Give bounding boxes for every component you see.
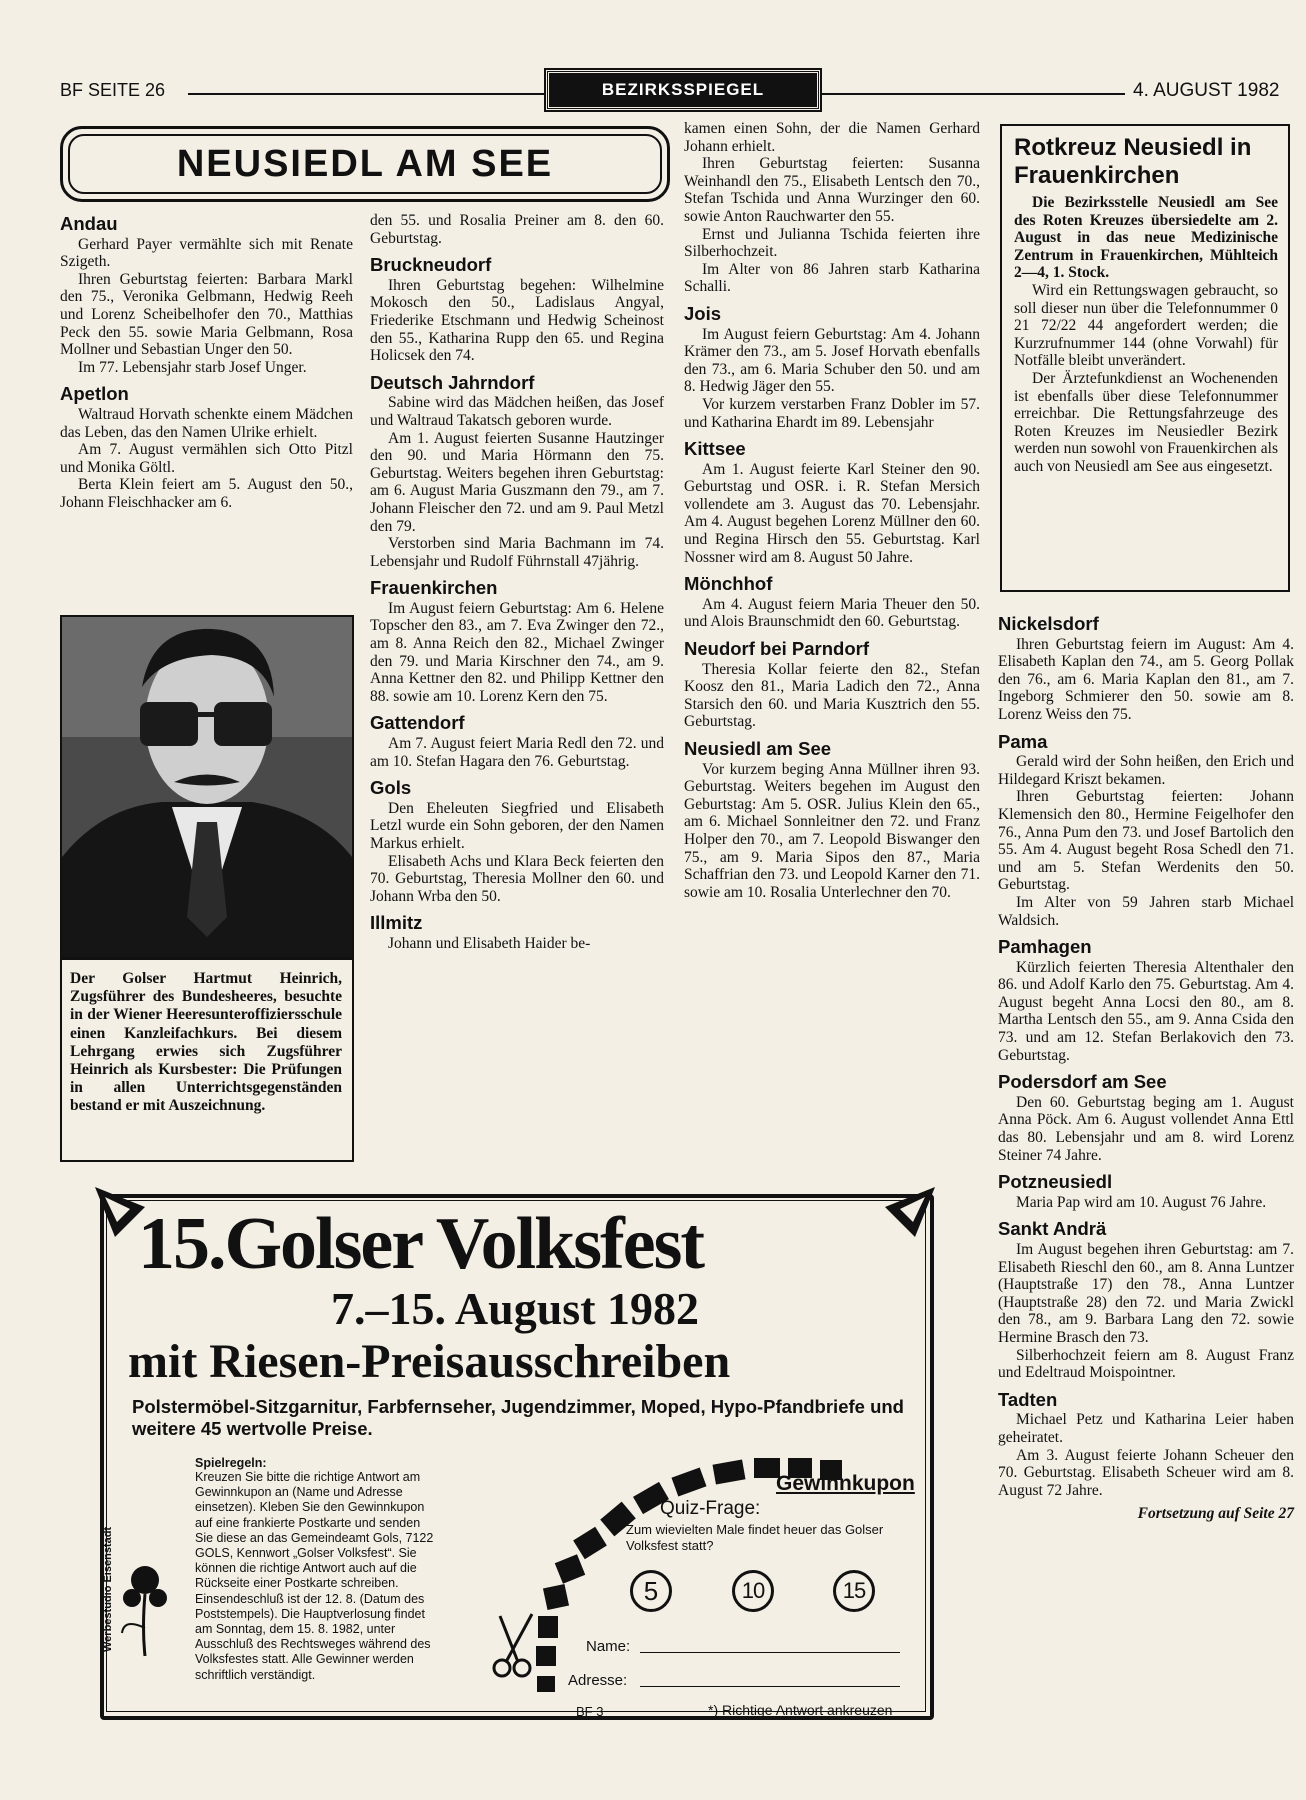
name-field[interactable] — [640, 1652, 900, 1653]
corner-ornament-icon — [880, 1182, 940, 1242]
rules-heading: Spielregeln: — [195, 1456, 267, 1470]
rules-text: Kreuzen Sie bitte die richtige Antwort am Gewinnkupon an (Name und Adresse einsetzen). Kleben Sie den Gewinnkupon auf eine frankierte Postkarte und senden Sie diese an das Gemeindeamt Gols, 7122 GOLS, Kennwort „Golser Volksfest“. Sie können die richtige Antwort auch auf die Rückseite einer Postkarte schreiben. Einsendeschluß ist der 12. 8. (Datum des Poststempels). Die Hauptverlosung findet am Sonntag, dem 15. 8. 1982, unter Ausschluß des Rechtsweges während des Volksfestes statt. Alle Gewinner werden schriftlich verständigt. — [195, 1470, 434, 1682]
ad-subheadline: mit Riesen-Preisausschreiben — [128, 1335, 731, 1388]
portrait-image — [62, 617, 352, 957]
paragraph: Theresia Kollar feierte den 82., Stefan Koosz den 81., Maria Ladich den 72., Anna Starsich den 60. und Maria Kusztrich den 55. Geburtstag. — [684, 660, 980, 731]
paragraph: Vor kurzem verstarben Franz Dobler im 57. und Katharina Ehardt im 89. Lebensjahr — [684, 395, 980, 431]
heading-tadten: Tadten — [998, 1388, 1058, 1410]
rotkreuz-title: Rotkreuz Neusiedl in Frauenkirchen — [1014, 134, 1252, 189]
paragraph: Im August begehen ihren Geburtstag: am 7. Elisabeth Rieschl den 60., am 8. Anna Luntzer (Hauptstraße 17) den 78., Anna Luntzer (Hauptstraße 28) den 72. und Maria Zwickl den 78., am 9. Barbara Lang den 72. sowie Hermine Brasch den 73. — [998, 1241, 1294, 1346]
volksfest-ad — [90, 1182, 940, 1722]
paragraph: Den 60. Geburtstag beging am 1. August Anna Pöck. Am 6. August vollendet Anna Ettl das 80. Lebensjahr und am 8. wird Lorenz Steiner 74 Jahre. — [998, 1093, 1294, 1164]
paragraph: Waltraud Horvath schenkte einem Mädchen das Leben, das den Namen Ulrike erhielt. — [60, 405, 353, 441]
heading-neudorf: Neudorf bei Parndorf — [684, 638, 870, 660]
portrait-photo — [60, 615, 354, 959]
answer-option-15[interactable]: 15 — [833, 1570, 875, 1612]
rotkreuz-content — [1014, 134, 1278, 476]
paragraph: Den Eheleuten Siegfried und Elisabeth Letzl wurde ein Sohn geboren, der den Namen Markus erhielt. — [370, 799, 664, 852]
header-rule-left — [188, 93, 548, 95]
page-number: BF SEITE 26 — [60, 80, 166, 100]
heading-nickelsdorf: Nickelsdorf — [998, 613, 1099, 634]
adresse-label: Adresse: — [568, 1672, 628, 1689]
section-title: BEZIRKSSPIEGEL — [601, 80, 765, 99]
heading-frauenkirchen: Frauenkirchen — [370, 577, 498, 599]
heading-pamhagen: Pamhagen — [998, 936, 1092, 958]
rotkreuz-lead: Die Bezirksstelle Neusiedl am See des Roten Kreuzes übersiedelte am 2. August in das neue Medizinische Zentrum in Frauenkirchen, Mühlteich 2—4, 1. Stock. — [1014, 194, 1278, 282]
heading-moenchhof: Mönchhof — [684, 573, 773, 595]
paragraph: Johann und Elisabeth Haider be- — [388, 934, 591, 952]
header-rule-right — [820, 93, 1125, 95]
studio-credit: Werbestudio Eisenstadt — [102, 1526, 114, 1652]
paragraph: Am 3. August feierte Johann Scheuer den 70. Geburtstag. Elisabeth Scheuer wird am 8. August 72 Jahre. — [998, 1446, 1294, 1499]
issue-date: 4. AUGUST 1982 — [1133, 80, 1280, 101]
heading-jois: Jois — [684, 302, 722, 324]
paragraph: kamen einen Sohn, der die Namen Gerhard Johann erhielt. — [684, 120, 980, 155]
quiz-label: Quiz-Frage: — [660, 1498, 761, 1519]
paragraph: Berta Klein feiert am 5. August den 50., Johann Fleischhacker am 6. — [60, 476, 353, 511]
heading-andau: Andau — [60, 213, 118, 234]
paragraph: Vor kurzem beging Anna Müllner ihren 93. Geburtstag. Weiters begehen im August den Geburtstag: Am 5. OSR. Julius Klein den 65., am 6. Michael Sonnleitner den 72. und Franz Holper den 70., am 7. Leopold Biswanger den 75., am 9. Maria Sipos den 87., Maria Schaffrian den 73. und Leopold Karner den 71. sowie am 10. Rosalia Unterlechner den 70. — [684, 760, 980, 901]
section-banner — [546, 70, 820, 110]
paragraph: Gerhard Payer vermählte sich mit Renate Szigeth. — [60, 235, 353, 271]
paragraph: Ihren Geburtstag feierten: Susanna Weinhandl den 75., Elisabeth Lentsch den 70., Stefan Tschida und Anna Wurzinger den 60. sowie Anton Rauchwarter den 55. — [684, 155, 980, 225]
paragraph: Im August feiern Geburtstag: Am 6. Helene Topscher den 83., am 7. Eva Zwinger den 72., am 8. Anna Reich den 82., Michael Zwinger den 79. und Maria Kirschner den 74., am 9. Anna Kettner den 82. und Philipp Kettner den 88. sowie am 10. Lorenz Kern den 75. — [370, 599, 664, 705]
paragraph: Im Alter von 59 Jahren starb Michael Waldsich. — [998, 893, 1294, 929]
heading-apetlon: Apetlon — [60, 383, 129, 405]
adresse-field[interactable] — [640, 1686, 900, 1687]
heading-sankt-andrae: Sankt Andrä — [998, 1218, 1107, 1240]
heading-neusiedl: Neusiedl am See — [684, 738, 832, 759]
paragraph: Kürzlich feierten Theresia Altenthaler den 86. und Adolf Karlo den 75. Geburtstag. Am 4. August begeht Anna Locsi den 80., am 8. Martha Lentsch den 55., am 9. Anna Csida den 73. und am 12. Stefan Berlakovich den 73. Geburtstag. — [998, 958, 1294, 1064]
paragraph: Ihren Geburtstag feierten: Johann Klemensich den 80., Hermine Feigelhofer den 76., Anna Pum den 73. und Josef Bartolich den 55. Am 4. August begeht Rosa Schedl den 71. und am 5. Stefan Werdenits den 50. Geburtstag. — [998, 788, 1294, 894]
heading-potzneusiedl: Potzneusiedl — [998, 1171, 1113, 1193]
paragraph: Silberhochzeit feiern am 8. August Franz und Edeltraud Moispointner. — [998, 1346, 1294, 1382]
heading-bruckneudorf: Bruckneudorf — [370, 254, 492, 276]
paragraph: Sabine wird das Mädchen heißen, das Josef und Waltraud Takatsch geboren wurde. — [370, 394, 664, 429]
continuation-note: Fortsetzung auf Seite 27 — [1137, 1505, 1294, 1523]
page-title: NEUSIEDL AM SEE — [176, 143, 554, 185]
column-4 — [998, 606, 1294, 1523]
scissors-icon — [492, 1610, 540, 1680]
paragraph: Maria Pap wird am 10. August 76 Jahre. — [1016, 1193, 1267, 1211]
title-box — [60, 126, 670, 202]
paragraph: Am 7. August vermählen sich Otto Pitzl und Monika Göltl. — [60, 441, 353, 476]
quiz-question: Zum wievielten Male findet heuer das Golser Volksfest statt? — [626, 1522, 884, 1553]
column-3 — [684, 120, 980, 901]
paragraph: Der Ärztefunkdienst an Wochenenden ist ebenfalls über diese Telefonnummer erreichbar. Die Rettungsfahrzeuge des Roten Kreuzes im Neusiedler Bezirk werden nun sowohl von Frauenkirchen als auch von Neusiedl am See aus eingesetzt. — [1014, 369, 1278, 475]
heading-gattendorf: Gattendorf — [370, 712, 465, 734]
heading-kittsee: Kittsee — [684, 438, 746, 460]
column-1 — [60, 206, 353, 512]
heading-podersdorf: Podersdorf am See — [998, 1071, 1167, 1093]
photo-caption-box — [60, 958, 354, 1162]
paragraph: Ihren Geburtstag feierten: Barbara Markl den 75., Veronika Gelbmann, Hedwig Reeh und Lorenz Scheibelhofer den 70., Matthias Peck den 55. sowie Maria Gelbmann, Rosa Mollner und Sebastian Unger den 50. — [60, 270, 353, 359]
heading-deutsch-jahrndorf: Deutsch Jahrndorf — [370, 371, 535, 393]
paragraph: Wird ein Rettungswagen gebraucht, so soll dieser nun über die Telefonnummer 0 21 72/22 44 angefordert werden; die Kurzrufnummer 144 (ohne Vorwahl) für Notfälle bleibt unverändert. — [1014, 281, 1278, 370]
flower-ornament-icon — [114, 1558, 176, 1658]
heading-pama: Pama — [998, 730, 1048, 752]
answer-option-10[interactable]: 10 — [732, 1570, 774, 1612]
paragraph: Ihren Geburtstag begehen: Wilhelmine Mokosch den 50., Ladislaus Angyal, Friederike Etschmann und Hedwig Scheinost den 55., Katharina Rupp den 65. und Regina Holicsek den 74. — [370, 276, 664, 365]
paragraph: Am 4. August feiern Maria Theuer den 50. und Alois Braunschmidt den 60. Geburtstag. — [684, 595, 980, 631]
paragraph: Ernst und Julianna Tschida feierten ihre Silberhochzeit. — [684, 225, 980, 261]
heading-gols: Gols — [370, 777, 412, 799]
paragraph: Am 7. August feiert Maria Redl den 72. und am 10. Stefan Hagara den 76. Geburtstag. — [370, 735, 664, 770]
column-2 — [370, 212, 664, 953]
paragraph: Am 1. August feierte Karl Steiner den 90. Geburtstag und OSR. i. R. Stefan Mersich vollendete am 3. August das 70. Lebensjahr. Am 4. August begehen Lorenz Müllner den 60. und Regina Hirsch den 55. Geburtstag. Karl Nossner wird am 8. August 50 Jahre. — [684, 460, 980, 566]
paragraph: Gerald wird der Sohn heißen, den Erich und Hildegard Kriszt bekamen. — [998, 753, 1294, 788]
paragraph: Michael Petz und Katharina Leier haben geheiratet. — [998, 1411, 1294, 1446]
paragraph: Im 77. Lebensjahr starb Josef Unger. — [78, 358, 307, 376]
paragraph: den 55. und Rosalia Preiner am 8. den 60. Geburtstag. — [370, 212, 664, 247]
name-label: Name: — [586, 1638, 631, 1655]
gewinnkupon-label: Gewinnkupon — [776, 1472, 915, 1495]
ad-headline: 15.Golser Volksfest — [138, 1203, 704, 1285]
paragraph: Ihren Geburtstag feiern im August: Am 4. Elisabeth Kaplan den 74., am 5. Georg Pollak den 76., am 6. Maria Kaplan den 81., am 7. Ingeborg Schmierer den 50. sowie am 8. Lorenz Weiss den 75. — [998, 635, 1294, 723]
paragraph: Verstorben sind Maria Bachmann im 74. Lebensjahr und Rudolf Führnstall 47jährig. — [370, 535, 664, 570]
paragraph: Im August feiern Geburtstag: Am 4. Johann Krämer den 73., am 5. Josef Horvath ebenfalls den 73., am 6. Maria Schuber den 50. und am 8. Hedwig Jäger den 55. — [684, 325, 980, 396]
photo-caption: Der Golser Hartmut Heinrich, Zugsführer des Bundesheeres, besuchte in der Wiener Heeresunteroffiziersschule einen Kanzleifachkurs. Bei diesem Lehrgang erwies sich Zugsführer Heinrich als Kursbester: Die Prüfungen in allen Unterrichtsgegenständen bestand er mit Auszeichnung. — [70, 970, 342, 1115]
ad-dates: 7.–15. August 1982 — [330, 1283, 700, 1334]
heading-illmitz: Illmitz — [370, 912, 423, 934]
paragraph: Elisabeth Achs und Klara Beck feierten den 70. Geburtstag, Theresia Mollner den 60. und Johann Wrba den 50. — [370, 852, 664, 905]
paragraph: Im Alter von 86 Jahren starb Katharina Schalli. — [684, 260, 980, 296]
paragraph: Am 1. August feierten Susanne Hautzinger den 90. und Maria Hörmann den 75. Geburtstag. Weiters begehen ihren Geburtstag: am 6. August Maria Guszmann den 79., am 7. Johann Fleischer den 72. und am 9. Paul Metzl den 79. — [370, 429, 664, 535]
ad-prizes: Polstermöbel-Sitzgarnitur, Farbfernseher, Jugendzimmer, Moped, Hypo-Pfandbriefe und weitere 45 wertvolle Preise. — [132, 1396, 904, 1439]
answer-option-5[interactable]: 5 — [630, 1570, 672, 1612]
bf3-code: BF 3 — [576, 1704, 604, 1719]
answer-note: *) Richtige Antwort ankreuzen — [708, 1702, 893, 1718]
rotkreuz-box — [1000, 124, 1290, 592]
